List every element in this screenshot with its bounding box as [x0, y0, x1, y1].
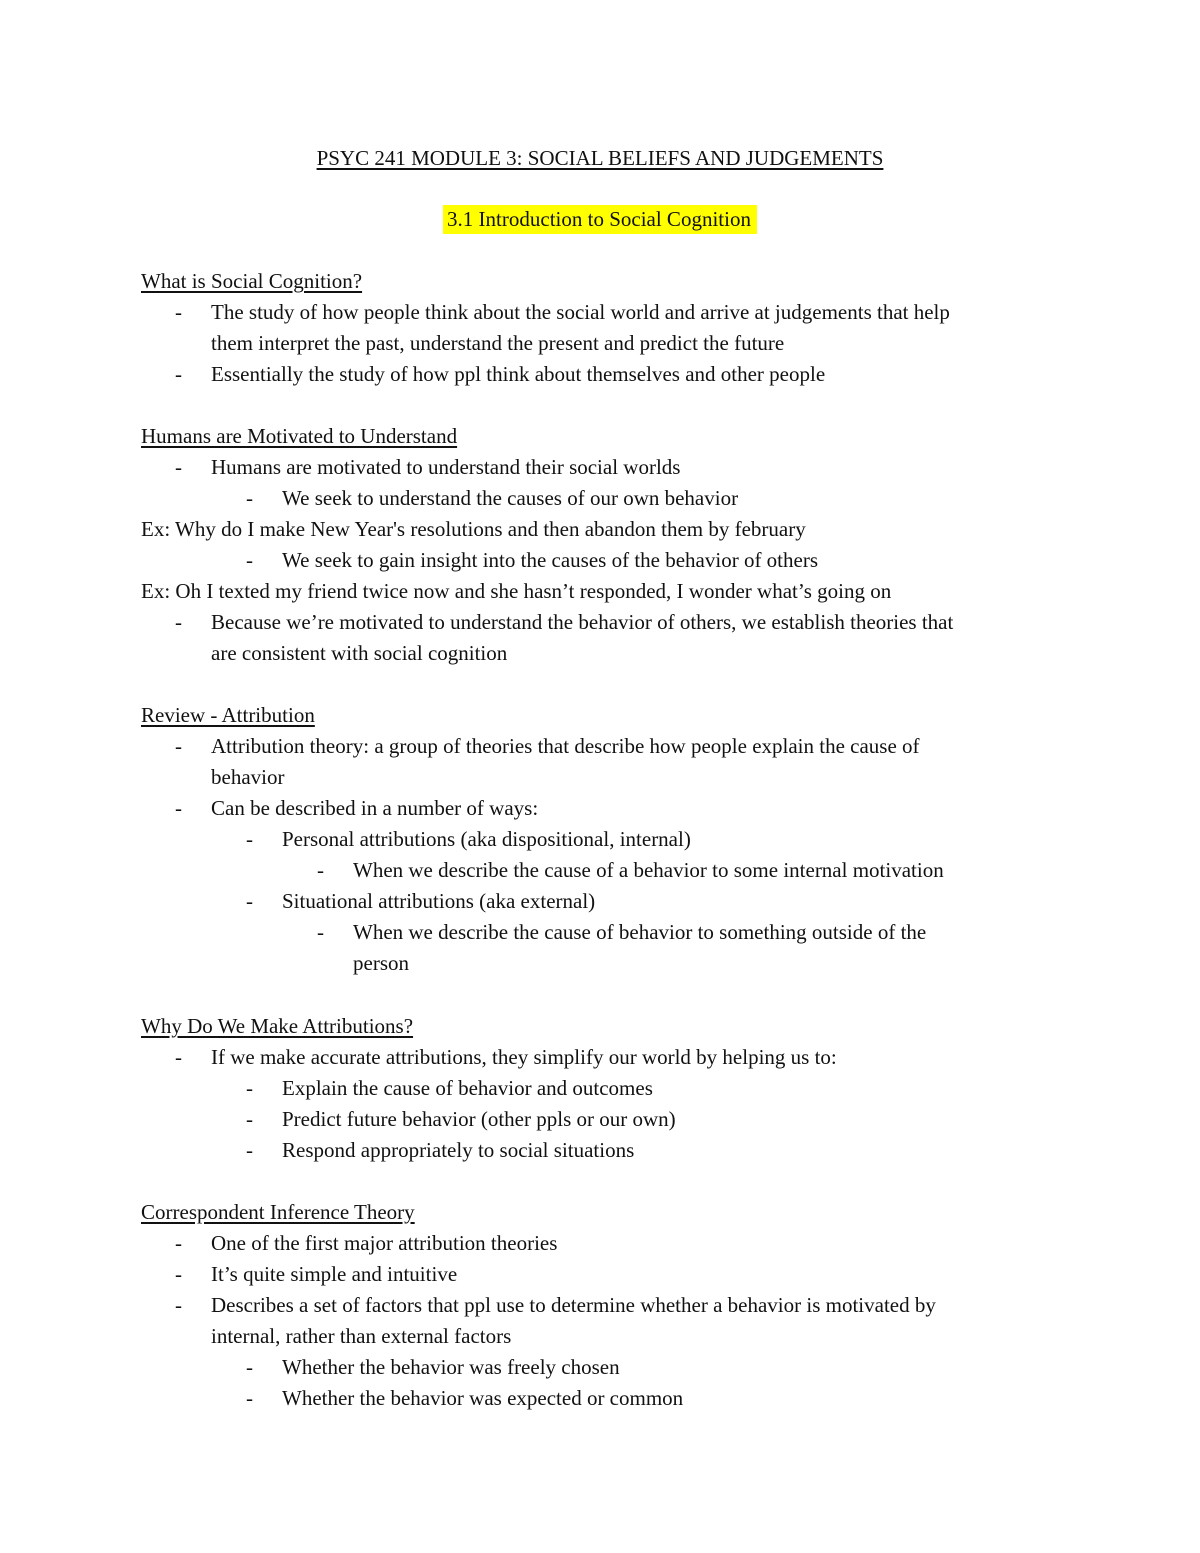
bullet-dash: -: [175, 455, 182, 479]
bullet-dash: -: [246, 1076, 253, 1100]
example-text: Ex: Why do I make New Year's resolutions and then abandon them by february: [141, 517, 806, 541]
example-text: Ex: Oh I texted my friend twice now and she hasn’t responded, I wonder what’s going on: [141, 579, 892, 603]
bullet-dash: -: [246, 1107, 253, 1131]
section-title-row: [0, 205, 1200, 233]
sub-list-item-text: Whether the behavior was freely chosen: [282, 1355, 620, 1379]
heading-why-attributions: Why Do We Make Attributions?: [141, 1014, 414, 1038]
list-item-text: If we make accurate attributions, they simplify our world by helping us to:: [211, 1045, 837, 1069]
bullet-dash: -: [175, 734, 182, 758]
list-item-text: One of the first major attribution theories: [211, 1231, 558, 1255]
heading-correspondent-inference: Correspondent Inference Theory: [141, 1200, 415, 1224]
bullet-dash: -: [175, 1231, 182, 1255]
bullet-dash: -: [317, 858, 324, 882]
list-item-continuation: behavior: [211, 765, 285, 789]
section-title-highlighted: 3.1 Introduction to Social Cognition: [443, 205, 757, 234]
list-item-text: Essentially the study of how ppl think about themselves and other people: [211, 362, 826, 386]
bullet-dash: -: [246, 1386, 253, 1410]
sub-list-item-text: Respond appropriately to social situations: [282, 1138, 635, 1162]
sub-list-item-text: Whether the behavior was expected or common: [282, 1386, 684, 1410]
bullet-dash: -: [175, 796, 182, 820]
sub-list-item-text: We seek to understand the causes of our own behavior: [282, 486, 739, 510]
heading-what-is-social-cognition: What is Social Cognition?: [141, 269, 363, 293]
sub-list-item-text: We seek to gain insight into the causes of the behavior of others: [282, 548, 819, 572]
bullet-dash: -: [175, 1262, 182, 1286]
sub-sub-list-item-continuation: person: [353, 951, 409, 975]
heading-humans-motivated: Humans are Motivated to Understand: [141, 424, 458, 448]
list-item-text: Attribution theory: a group of theories that describe how people explain the cause of: [211, 734, 920, 758]
sub-list-item-text: Explain the cause of behavior and outcomes: [282, 1076, 653, 1100]
bullet-dash: -: [246, 1355, 253, 1379]
bullet-dash: -: [246, 827, 253, 851]
bullet-dash: -: [246, 889, 253, 913]
list-item-text: Because we’re motivated to understand the behavior of others, we establish theories that: [211, 610, 954, 634]
list-item-text: It’s quite simple and intuitive: [211, 1262, 458, 1286]
bullet-dash: -: [175, 610, 182, 634]
bullet-dash: -: [317, 920, 324, 944]
list-item-text: Humans are motivated to understand their social worlds: [211, 455, 681, 479]
bullet-dash: -: [246, 1138, 253, 1162]
list-item-continuation: internal, rather than external factors: [211, 1324, 512, 1348]
list-item-continuation: them interpret the past, understand the present and predict the future: [211, 331, 785, 355]
sub-list-item-text: Situational attributions (aka external): [282, 889, 596, 913]
list-item-text: Can be described in a number of ways:: [211, 796, 539, 820]
bullet-dash: -: [175, 1045, 182, 1069]
bullet-dash: -: [175, 1293, 182, 1317]
bullet-dash: -: [246, 486, 253, 510]
list-item-text: The study of how people think about the social world and arrive at judgements that help: [211, 300, 950, 324]
list-item-continuation: are consistent with social cognition: [211, 641, 508, 665]
heading-review-attribution: Review - Attribution: [141, 703, 315, 727]
sub-sub-list-item-text: When we describe the cause of a behavior to some internal motivation: [353, 858, 944, 882]
bullet-dash: -: [175, 362, 182, 386]
bullet-dash: -: [175, 300, 182, 324]
sub-list-item-text: Personal attributions (aka dispositional, internal): [282, 827, 691, 851]
document-title-row: [0, 144, 1200, 172]
list-item-text: Describes a set of factors that ppl use to determine whether a behavior is motivated by: [211, 1293, 936, 1317]
document-title: PSYC 241 MODULE 3: SOCIAL BELIEFS AND JUDGEMENTS: [316, 146, 884, 170]
sub-sub-list-item-text: When we describe the cause of behavior to something outside of the: [353, 920, 927, 944]
sub-list-item-text: Predict future behavior (other ppls or our own): [282, 1107, 676, 1131]
bullet-dash: -: [246, 548, 253, 572]
